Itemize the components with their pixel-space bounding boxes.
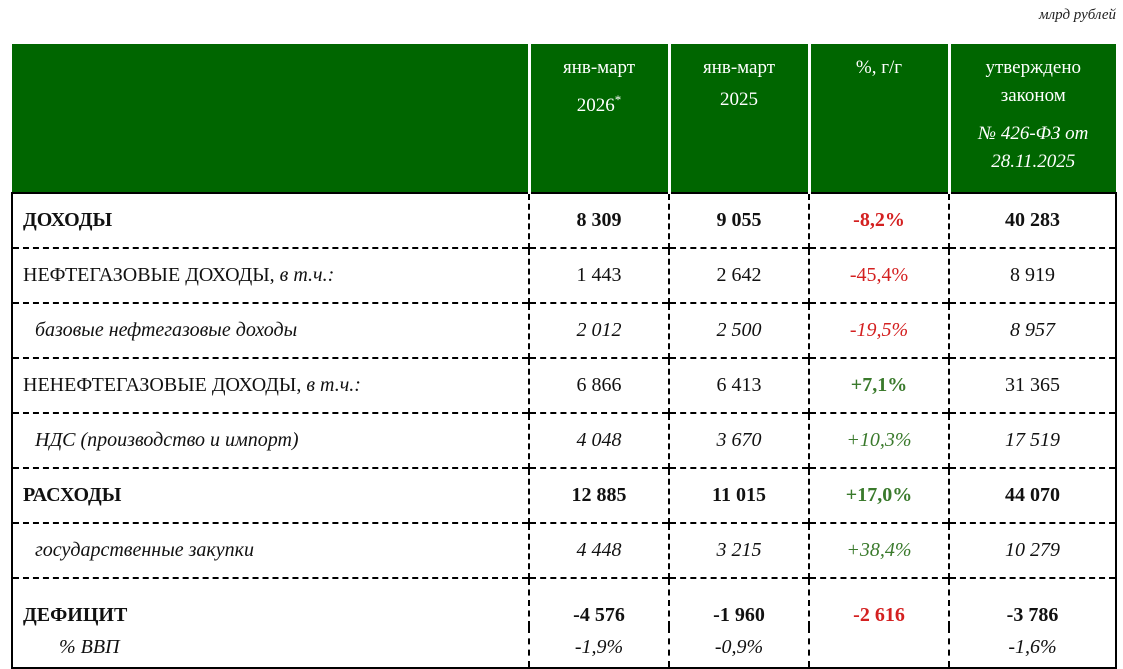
cell-yoy: -8,2% [809,193,949,248]
cell-2026: 1 443 [529,248,669,303]
header-law [949,44,1116,193]
header-law-line1: утверждено [985,57,1081,78]
cell-2025: -1 960 [669,578,809,627]
header-2026-note: * [614,92,622,107]
table-row-deficit [12,578,1116,627]
cell-law: 8 957 [949,303,1116,358]
cell-2025: 3 215 [669,523,809,578]
header-law-line3: № 426-ФЗ от [978,123,1089,144]
table-row-revenues [12,193,1116,248]
cell-2025: 6 413 [669,358,809,413]
cell-yoy: +17,0% [809,468,949,523]
header-2026 [529,44,669,193]
header-2025 [669,44,809,193]
cell-2025: 3 670 [669,413,809,468]
header-law-line2: законом [1000,85,1066,106]
table-row-expenditures [12,468,1116,523]
header-row [12,44,1116,193]
cell-2025: 9 055 [669,193,809,248]
cell-yoy: -45,4% [809,248,949,303]
cell-2025: 2 500 [669,303,809,358]
cell-yoy: +7,1% [809,358,949,413]
header-2025-year: 2025 [720,89,758,110]
header-2025-period: янв-март [702,57,776,78]
row-label-suffix: в т.ч.: [306,374,361,396]
row-label: % ВВП [12,627,529,668]
cell-2026: 2 012 [529,303,669,358]
row-label: ДОХОДЫ [12,193,529,248]
cell-2025: 2 642 [669,248,809,303]
cell-2026: 6 866 [529,358,669,413]
row-label [12,358,529,413]
cell-law: -1,6% [949,627,1116,668]
table-row-non-oil-gas-revenues [12,358,1116,413]
header-label-col [12,44,529,193]
cell-law: 8 919 [949,248,1116,303]
row-label [12,248,529,303]
unit-label: млрд рублей [1039,7,1116,23]
cell-2025: -0,9% [669,627,809,668]
table-row-gdp-share [12,627,1116,668]
cell-yoy: -2 616 [809,578,949,627]
row-label: ДЕФИЦИТ [12,578,529,627]
table-row-vat [12,413,1116,468]
cell-2026: 4 448 [529,523,669,578]
row-label-main: НЕНЕФТЕГАЗОВЫЕ ДОХОДЫ, [23,374,307,396]
cell-law: 17 519 [949,413,1116,468]
table-row-procurement [12,523,1116,578]
row-label: государственные закупки [12,523,529,578]
cell-yoy: +38,4% [809,523,949,578]
table-row-oil-gas-revenues [12,248,1116,303]
header-2026-period: янв-март [562,57,636,78]
header-law-line4: 28.11.2025 [991,151,1076,172]
cell-law: -3 786 [949,578,1116,627]
cell-law: 40 283 [949,193,1116,248]
cell-yoy [809,627,949,668]
cell-2025: 11 015 [669,468,809,523]
cell-yoy: -19,5% [809,303,949,358]
budget-table [11,44,1117,669]
cell-law: 44 070 [949,468,1116,523]
header-yoy-label: %, г/г [855,57,903,78]
cell-2026: -1,9% [529,627,669,668]
row-label: РАСХОДЫ [12,468,529,523]
header-yoy [809,44,949,193]
cell-law: 10 279 [949,523,1116,578]
cell-yoy: +10,3% [809,413,949,468]
row-label: базовые нефтегазовые доходы [12,303,529,358]
cell-2026: 12 885 [529,468,669,523]
table-row-base-oil-gas [12,303,1116,358]
row-label: НДС (производство и импорт) [12,413,529,468]
cell-2026: -4 576 [529,578,669,627]
cell-2026: 8 309 [529,193,669,248]
row-label-main: НЕФТЕГАЗОВЫЕ ДОХОДЫ, [23,264,280,286]
row-label-suffix: в т.ч.: [279,264,335,286]
cell-law: 31 365 [949,358,1116,413]
header-2026-year: 2026 [576,95,615,116]
cell-2026: 4 048 [529,413,669,468]
